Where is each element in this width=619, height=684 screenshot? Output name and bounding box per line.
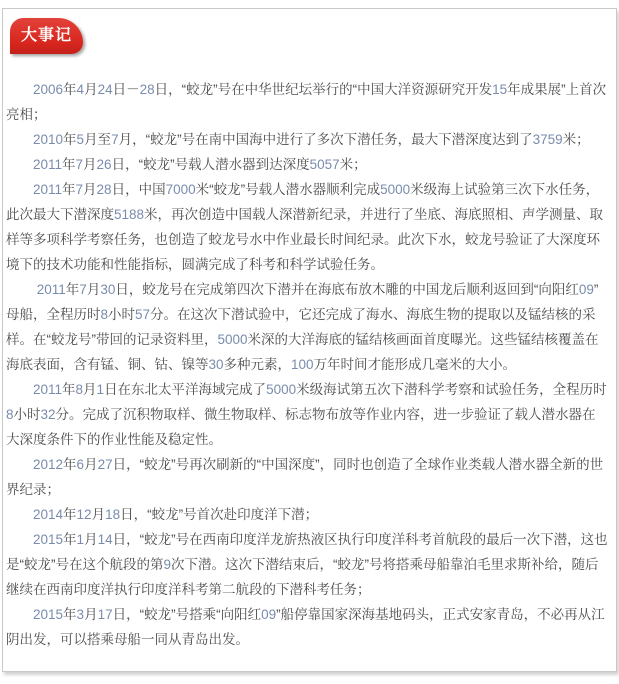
timeline-paragraph: 2011年7月30日，蛟龙号在完成第四次下潜并在海底布放木雕的中国龙后顺利返回到“向阳红09”母船，全程历时8小时57分。在这次下潜试验中，它还完成了海水、海底生物的提取以及锰结核的采样。在“蛟龙号”带回的记录资料里，5000米深的大洋海底的锰结核画面首度曝光。这些锰结核覆盖在海底表面，含有锰、铜、钴、镍等30多种元素，100万年时间才能形成几毫米的大小。 [6, 282, 599, 372]
events-panel [2, 8, 617, 672]
timeline-paragraph: 2015年3月17日，“蛟龙”号搭乘“向阳红09”船停靠国家深海基地码头，正式安家青岛，不必再从江阴出发，可以搭乘母船一同从青岛出发。 [6, 607, 605, 647]
timeline-paragraph: 2012年6月27日，“蛟龙”号再次刷新的“中国深度”，同时也创造了全球作业类载人潜水器全新的世界纪录； [6, 457, 604, 497]
timeline-paragraph: 2011年7月28日，中国7000米“蛟龙”号载人潜水器顺利完成5000米级海上试验第三次下水任务，此次最大下潜深度5188米，再次创造中国载人深潜新纪录，并进行了坐底、海底照相、声学测量、取样等多项科学考察任务，也创造了蛟龙号水中作业最长时间纪录。此次下水，蛟龙号验证了大深度环境下的技术功能和性能指标，圆满完成了科考和科学试验任务。 [6, 182, 604, 272]
timeline-paragraph: 2015年1月14日，“蛟龙”号在西南印度洋龙旂热液区执行印度洋科考首航段的最后一次下潜，这也是“蛟龙”号在这个航段的第9次下潜。这次下潜结束后，“蛟龙”号将搭乘母船靠泊毛里求斯补给，随后继续在西南印度洋执行印度洋科考第二航段的下潜科考任务； [6, 532, 608, 597]
timeline-paragraph: 2014年12月18日，“蛟龙”号首次赴印度洋下潜； [33, 507, 319, 522]
timeline-paragraph: 2006年4月24日－28日，“蛟龙”号在中华世纪坛举行的“中国大洋资源研究开发15年成果展”上首次亮相； [6, 82, 607, 122]
timeline-content [6, 77, 608, 652]
section-title-badge [10, 18, 83, 54]
timeline-paragraph: 2010年5月至7月，“蛟龙”号在南中国海中进行了多次下潜任务，最大下潜深度达到了3759米； [33, 132, 590, 147]
timeline-paragraph: 2011年8月1日在东北太平洋海域完成了5000米级海试第五次下潜科学考察和试验任务，全程历时8小时32分。完成了沉积物取样、微生物取样、标志物布放等作业内容，进一步验证了载人潜水器在大深度条件下的作业性能及稳定性。 [6, 382, 607, 447]
timeline-paragraph: 2011年7月26日，“蛟龙”号载人潜水器到达深度5057米； [33, 157, 367, 172]
section-title: 大事记 [21, 27, 73, 44]
